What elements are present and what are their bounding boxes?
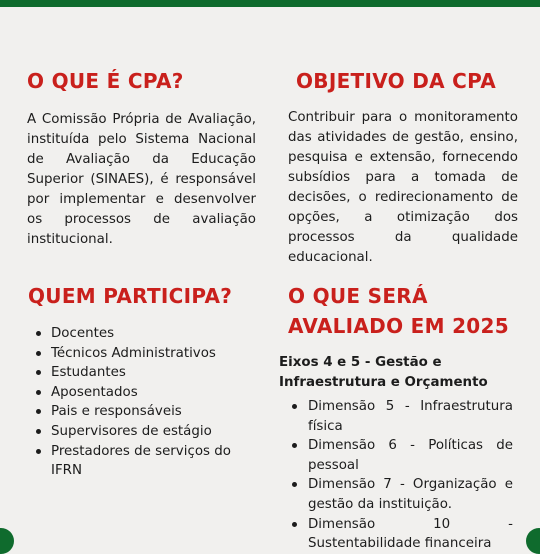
list-item: Supervisores de estágio [27, 422, 256, 442]
list-item: Aposentados [27, 383, 256, 403]
objetivo-description: Contribuir para o monitoramento das atividades de gestão, ensino, pesquisa e extensão, fornecendo subsídios para a tomada de decisões, o redirecionamento de opções, a otimização dos processos da qualidade educacional. [288, 110, 518, 265]
dimensoes-list [280, 397, 513, 554]
top-green-bar [0, 0, 540, 7]
objetivo-heading: OBJETIVO DA CPA [296, 69, 497, 93]
list-item: Dimensão 6 - Políticas de pessoal [280, 436, 513, 475]
list-item: Dimensão 7 - Organização e gestão da instituição. [280, 475, 513, 514]
list-item: Estudantes [27, 363, 256, 383]
list-item: Técnicos Administrativos [27, 344, 256, 364]
eixo-subtitle-line2: Infraestrutura e Orçamento [279, 375, 488, 390]
eixo-subtitle [279, 353, 519, 393]
bottom-right-decoration [526, 528, 540, 554]
avaliado-heading [288, 281, 509, 341]
cpa-description: A Comissão Própria de Avaliação, instituída pelo Sistema Nacional de Avaliação da Educação Superior (SINAES), é responsável por implementar e desenvolver os processos de avaliação institucional. [27, 112, 256, 247]
list-item: Docentes [27, 324, 256, 344]
list-item: Prestadores de serviços do IFRN [27, 442, 256, 481]
avaliado-heading-line2: AVALIADO EM 2025 [288, 314, 509, 338]
participa-list [27, 324, 256, 481]
avaliado-heading-line1: O QUE SERÁ [288, 284, 428, 308]
list-item: Pais e responsáveis [27, 402, 256, 422]
eixo-subtitle-line1: Eixos 4 e 5 - Gestão e [279, 355, 442, 370]
cpa-heading: O QUE É CPA? [27, 69, 184, 93]
list-item: Dimensão 5 - Infraestrutura física [280, 397, 513, 436]
bottom-left-decoration [0, 528, 14, 554]
participa-heading: QUEM PARTICIPA? [28, 284, 233, 308]
list-item: Dimensão 10 - Sustentabilidade financeira [280, 515, 513, 554]
